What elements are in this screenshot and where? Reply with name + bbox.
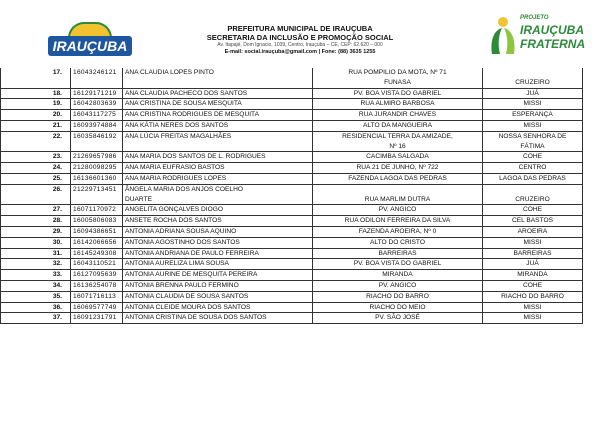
table-row (1, 163, 583, 174)
name-cell: ANA MARIA EUFRASIO BASTOS (123, 163, 313, 174)
table-row (1, 226, 583, 237)
table-body (1, 68, 583, 324)
table-row (1, 173, 583, 184)
name-cell: ANA MARIA DOS SANTOS DE L. RODRIGUES (123, 152, 313, 163)
row-number: 32. (1, 259, 71, 270)
nis-cell: 16129171219 (71, 88, 123, 99)
bairro-cell: CEL BASTOS (483, 216, 583, 227)
header-address: Av. Itapajé, Dom Ignacio, 1039, Centro, Irauçuba – CE, CEP: 62.620 – 000 (217, 42, 383, 48)
bairro-cell: NOSSA SENHORA DE (483, 131, 583, 141)
beneficiaries-table (0, 68, 583, 324)
nis-cell: 16127095639 (71, 270, 123, 281)
table-row (1, 110, 583, 121)
bairro-cell: ESPERANÇA (483, 110, 583, 121)
address-cell: PV. ANGICO (313, 280, 483, 291)
header-text-block (175, 24, 425, 56)
nis-cell: 16136601360 (71, 173, 123, 184)
bairro-cell: COHE (483, 152, 583, 163)
name-cell: ANTONIA AURELIZA LIMA SOUSA (123, 259, 313, 270)
row-number: 35. (1, 291, 71, 302)
address-cell: FAZENDA LAGOA DAS PEDRAS (313, 173, 483, 184)
nis-cell: 16042803639 (71, 99, 123, 110)
row-number: 27. (1, 205, 71, 216)
bairro-cell: MIRANDA (483, 270, 583, 281)
name-cell (123, 78, 313, 88)
nis-cell: 21229713451 (71, 184, 123, 194)
table-row (1, 68, 583, 78)
row-number: 23. (1, 152, 71, 163)
nis-cell: 16145249308 (71, 248, 123, 259)
hands-emblem-icon (488, 14, 518, 56)
row-number: 18. (1, 88, 71, 99)
table-row (1, 195, 583, 205)
bairro-cell: CRUZEIRO (483, 78, 583, 88)
nis-cell: 16043246121 (71, 68, 123, 78)
name-cell: ANA MARIA RODRIGUES LOPES (123, 173, 313, 184)
row-number: 34. (1, 280, 71, 291)
address-cell: RESIDENCIAL TERRA DA AMIZADE, (313, 131, 483, 141)
table-row (1, 291, 583, 302)
address-cell: RUA ODILON FERREIRA DA SILVA (313, 216, 483, 227)
address-cell: RIACHO DO MEIO (313, 302, 483, 313)
row-number: 33. (1, 270, 71, 281)
bairro-cell: COHE (483, 280, 583, 291)
address-cell: ALTO DA MANGUEIRA (313, 120, 483, 131)
name-cell (123, 142, 313, 152)
address-cell: MIRANDA (313, 270, 483, 281)
iraucuba-label: IRAUÇUBA (520, 23, 584, 37)
nis-cell: 16091231791 (71, 313, 123, 324)
row-number: 22. (1, 131, 71, 141)
table-row (1, 88, 583, 99)
bairro-cell: LAGOA DAS PEDRAS (483, 173, 583, 184)
nis-cell: 16005806083 (71, 216, 123, 227)
address-cell: RUA POMPILIO DA MOTA, Nº 71 (313, 68, 483, 78)
address-cell: Nº 16 (313, 142, 483, 152)
nis-cell (71, 142, 123, 152)
row-number: 37. (1, 313, 71, 324)
bairro-cell: MISSI (483, 99, 583, 110)
address-cell: RUA ALMIRO BARBOSA (313, 99, 483, 110)
secretaria-subtitle: SECRETARIA DA INCLUSÃO E PROMOÇÃO SOCIAL (206, 33, 394, 42)
bairro-cell (483, 68, 583, 78)
table-row (1, 270, 583, 281)
nis-cell: 16093974884 (71, 120, 123, 131)
table-row (1, 152, 583, 163)
row-number: 36. (1, 302, 71, 313)
table-row (1, 120, 583, 131)
name-cell: ANGELITA GONÇALVES DIOGO (123, 205, 313, 216)
nis-cell (71, 195, 123, 205)
nis-cell: 16069577749 (71, 302, 123, 313)
table-row (1, 248, 583, 259)
row-number (1, 78, 71, 88)
name-cell: ANTONIA AURINE DE MESQUITA PEREIRA (123, 270, 313, 281)
bairro-cell: JUÁ (483, 259, 583, 270)
bairro-cell: MISSI (483, 237, 583, 248)
name-cell: ANTONIA CLEIDE MOURA DOS SANTOS (123, 302, 313, 313)
name-cell: ANTONIA BRENNA PAULO FERMINO (123, 280, 313, 291)
row-number: 26. (1, 184, 71, 194)
prefeitura-title: PREFEITURA MUNICIPAL DE IRAUÇUBA (227, 24, 373, 33)
nis-cell: 16094386651 (71, 226, 123, 237)
row-number: 30. (1, 237, 71, 248)
table-row (1, 131, 583, 141)
row-number: 24. (1, 163, 71, 174)
nis-cell: 16035846192 (71, 131, 123, 141)
name-cell: ANTONIA CLAUDIA DE SOUSA SANTOS (123, 291, 313, 302)
row-number (1, 195, 71, 205)
bairro-cell: BARREIRAS (483, 248, 583, 259)
table-row (1, 205, 583, 216)
row-number: 25. (1, 173, 71, 184)
nis-cell: 21280098295 (71, 163, 123, 174)
row-number: 21. (1, 120, 71, 131)
bairro-cell: MISSI (483, 120, 583, 131)
nis-cell: 16136254078 (71, 280, 123, 291)
address-cell: BARREIRAS (313, 248, 483, 259)
bairro-cell: JUÁ (483, 88, 583, 99)
bairro-cell: CENTRO (483, 163, 583, 174)
table-row (1, 184, 583, 194)
name-cell: ANA LÚCIA FREITAS MAGALHÃES (123, 131, 313, 141)
fraterna-label: FRATERNA (520, 37, 586, 51)
name-cell: ANA CLAUDIA PACHECO DOS SANTOS (123, 88, 313, 99)
name-cell: ÂNGELA MARIA DOS ANJOS COELHO (123, 184, 313, 194)
bairro-cell: AROEIRA (483, 226, 583, 237)
table-row (1, 142, 583, 152)
address-cell (313, 184, 483, 194)
table-row (1, 302, 583, 313)
projeto-label: PROJETO (520, 15, 549, 21)
row-number: 20. (1, 110, 71, 121)
address-cell: RIACHO DO BARRO (313, 291, 483, 302)
header-contact: E-mail: social.irauçuba@gmail.com | Fone: (88) 3635 1255 (224, 49, 376, 55)
row-number (1, 142, 71, 152)
nis-cell: 16071170972 (71, 205, 123, 216)
projeto-fraterna-logo (488, 12, 588, 58)
iraucuba-logo (38, 22, 134, 56)
table-row (1, 313, 583, 324)
address-cell: PV. BOA VISTA DO GABRIEL (313, 259, 483, 270)
nis-cell (71, 78, 123, 88)
address-cell: CACIMBA SALGADA (313, 152, 483, 163)
name-cell: ANA KÁTIA NERES DOS SANTOS (123, 120, 313, 131)
address-cell: ALTO DO CRISTO (313, 237, 483, 248)
bairro-cell: RIACHO DO BARRO (483, 291, 583, 302)
bairro-cell: COHE (483, 205, 583, 216)
address-cell: PV. SÃO JOSÉ (313, 313, 483, 324)
address-cell: RUA 21 DE JUNHO, Nº 722 (313, 163, 483, 174)
bairro-cell: CRUZEIRO (483, 195, 583, 205)
name-cell: ANTONIA ANDRIANA DE PAULO FERREIRA (123, 248, 313, 259)
table-row (1, 99, 583, 110)
logo-text: IRAUÇUBA (48, 36, 132, 56)
row-number: 29. (1, 226, 71, 237)
address-cell: PV. BOA VISTA DO GABRIEL (313, 88, 483, 99)
bairro-cell (483, 184, 583, 194)
nis-cell: 21269657986 (71, 152, 123, 163)
nis-cell: 16043117275 (71, 110, 123, 121)
name-cell: ANA CLAUDIA LOPES PINTO (123, 68, 313, 78)
address-cell: FUNASA (313, 78, 483, 88)
table-row (1, 280, 583, 291)
table-row (1, 259, 583, 270)
table-row (1, 216, 583, 227)
table-row (1, 237, 583, 248)
bairro-cell: MISSI (483, 302, 583, 313)
nis-cell: 16071716113 (71, 291, 123, 302)
bairro-cell: FÁTIMA (483, 142, 583, 152)
address-cell: RUA MARLIM DUTRA (313, 195, 483, 205)
name-cell: ANTONIA AGOSTINHO DOS SANTOS (123, 237, 313, 248)
row-number: 17. (1, 68, 71, 78)
name-cell: ANTONIA ADRIANA SOUSA AQUINO (123, 226, 313, 237)
address-cell: RUA JURANDIR CHAVES (313, 110, 483, 121)
document-header (0, 0, 600, 68)
name-cell: DUARTE (123, 195, 313, 205)
table-row (1, 78, 583, 88)
name-cell: ANTONIA CRISTINA DE SOUSA DOS SANTOS (123, 313, 313, 324)
nis-cell: 16142066656 (71, 237, 123, 248)
name-cell: ANA CRISTINA DE SOUSA MESQUITA (123, 99, 313, 110)
address-cell: FAZENDA AROEIRA, Nº 0 (313, 226, 483, 237)
row-number: 19. (1, 99, 71, 110)
nis-cell: 16043110521 (71, 259, 123, 270)
name-cell: ANA CRISTINA RODRIGUES DE MESQUITA (123, 110, 313, 121)
row-number: 31. (1, 248, 71, 259)
bairro-cell: MISSI (483, 313, 583, 324)
row-number: 28. (1, 216, 71, 227)
address-cell: PV. ANGICO (313, 205, 483, 216)
name-cell: ANSETE ROCHA DOS SANTOS (123, 216, 313, 227)
